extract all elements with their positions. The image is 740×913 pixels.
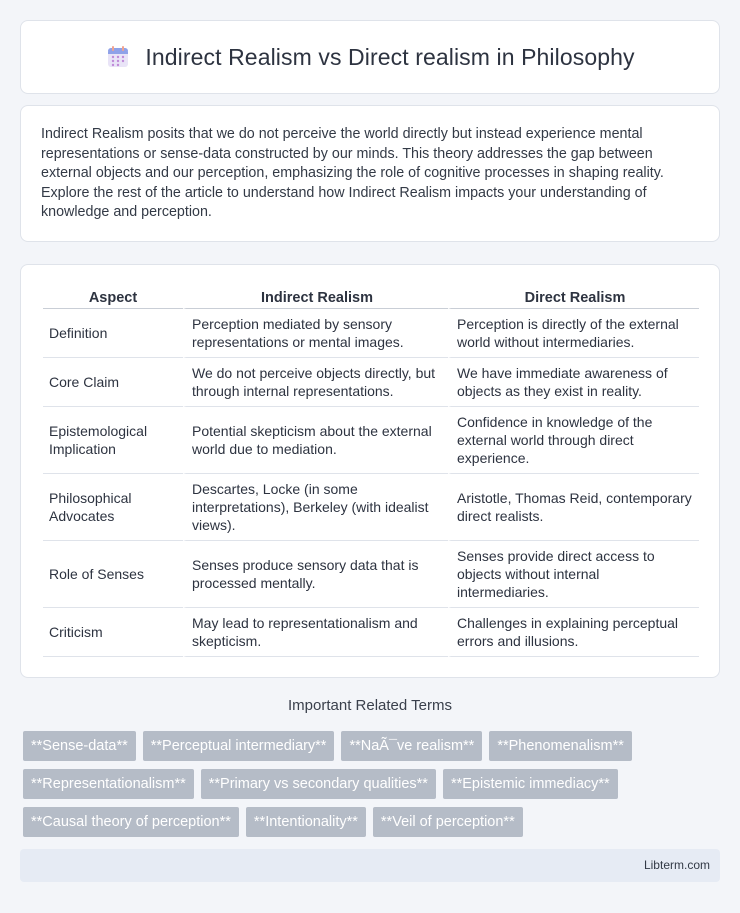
related-term-tag[interactable]: **NaÃ¯ve realism** <box>341 731 482 761</box>
row-aspect: Role of Senses <box>43 541 183 608</box>
comparison-table <box>43 287 699 657</box>
row-direct: Aristotle, Thomas Reid, contemporary direct realists. <box>448 474 699 541</box>
calendar-icon <box>105 44 131 70</box>
row-indirect: Potential skepticism about the external world due to mediation. <box>183 407 448 474</box>
footer-site-link[interactable]: Libterm.com <box>643 858 710 872</box>
header-aspect: Aspect <box>43 287 183 309</box>
row-direct: We have immediate awareness of objects as they exist in reality. <box>448 358 699 407</box>
row-direct: Senses provide direct access to objects without internal intermediaries. <box>448 541 699 608</box>
row-aspect: Epistemological Implication <box>43 407 183 474</box>
table-row <box>43 309 699 358</box>
row-aspect: Philosophical Advocates <box>43 474 183 541</box>
row-direct: Perception is directly of the external world without intermediaries. <box>448 309 699 358</box>
footer <box>20 849 720 882</box>
row-aspect: Definition <box>43 309 183 358</box>
related-term-tag[interactable]: **Phenomenalism** <box>489 731 632 761</box>
related-terms-heading: Important Related Terms <box>288 697 452 714</box>
table-row <box>43 474 699 541</box>
row-aspect: Criticism <box>43 608 183 657</box>
table-row <box>43 541 699 608</box>
page-title: Indirect Realism vs Direct realism in Philosophy <box>145 43 635 70</box>
table-row <box>43 407 699 474</box>
table-row <box>43 358 699 407</box>
related-term-tag[interactable]: **Representationalism** <box>23 769 194 799</box>
row-indirect: Senses produce sensory data that is processed mentally. <box>183 541 448 608</box>
intro-text: Indirect Realism posits that we do not perceive the world directly but instead experience mental representations or sense-data constructed by our minds. This theory addresses the gap between external objects and our perception, emphasizing the role of cognitive processes in shaping reality. Explore the rest of the article to understand how Indirect Realism impacts your understanding of knowledge and perception. <box>41 126 664 221</box>
related-term-tag[interactable]: **Primary vs secondary qualities** <box>201 769 436 799</box>
title-card <box>20 20 720 94</box>
related-term-tag[interactable]: **Veil of perception** <box>373 807 523 837</box>
related-term-tag[interactable]: **Intentionality** <box>246 807 366 837</box>
related-term-tag[interactable]: **Epistemic immediacy** <box>443 769 618 799</box>
related-term-tag[interactable]: **Perceptual intermediary** <box>143 731 335 761</box>
row-aspect: Core Claim <box>43 358 183 407</box>
comparison-table-card <box>20 264 720 678</box>
row-indirect: Perception mediated by sensory representations or mental images. <box>183 309 448 358</box>
row-indirect: May lead to representationalism and skepticism. <box>183 608 448 657</box>
row-direct: Challenges in explaining perceptual errors and illusions. <box>448 608 699 657</box>
table-header-row <box>43 287 699 309</box>
intro-card <box>20 105 720 242</box>
table-row <box>43 608 699 657</box>
header-direct-realism: Direct Realism <box>448 287 699 309</box>
row-indirect: We do not perceive objects directly, but through internal representations. <box>183 358 448 407</box>
related-terms-list <box>23 731 723 837</box>
row-indirect: Descartes, Locke (in some interpretations), Berkeley (with idealist views). <box>183 474 448 541</box>
row-direct: Confidence in knowledge of the external world through direct experience. <box>448 407 699 474</box>
related-term-tag[interactable]: **Causal theory of perception** <box>23 807 239 837</box>
related-term-tag[interactable]: **Sense-data** <box>23 731 136 761</box>
header-indirect-realism: Indirect Realism <box>183 287 448 309</box>
